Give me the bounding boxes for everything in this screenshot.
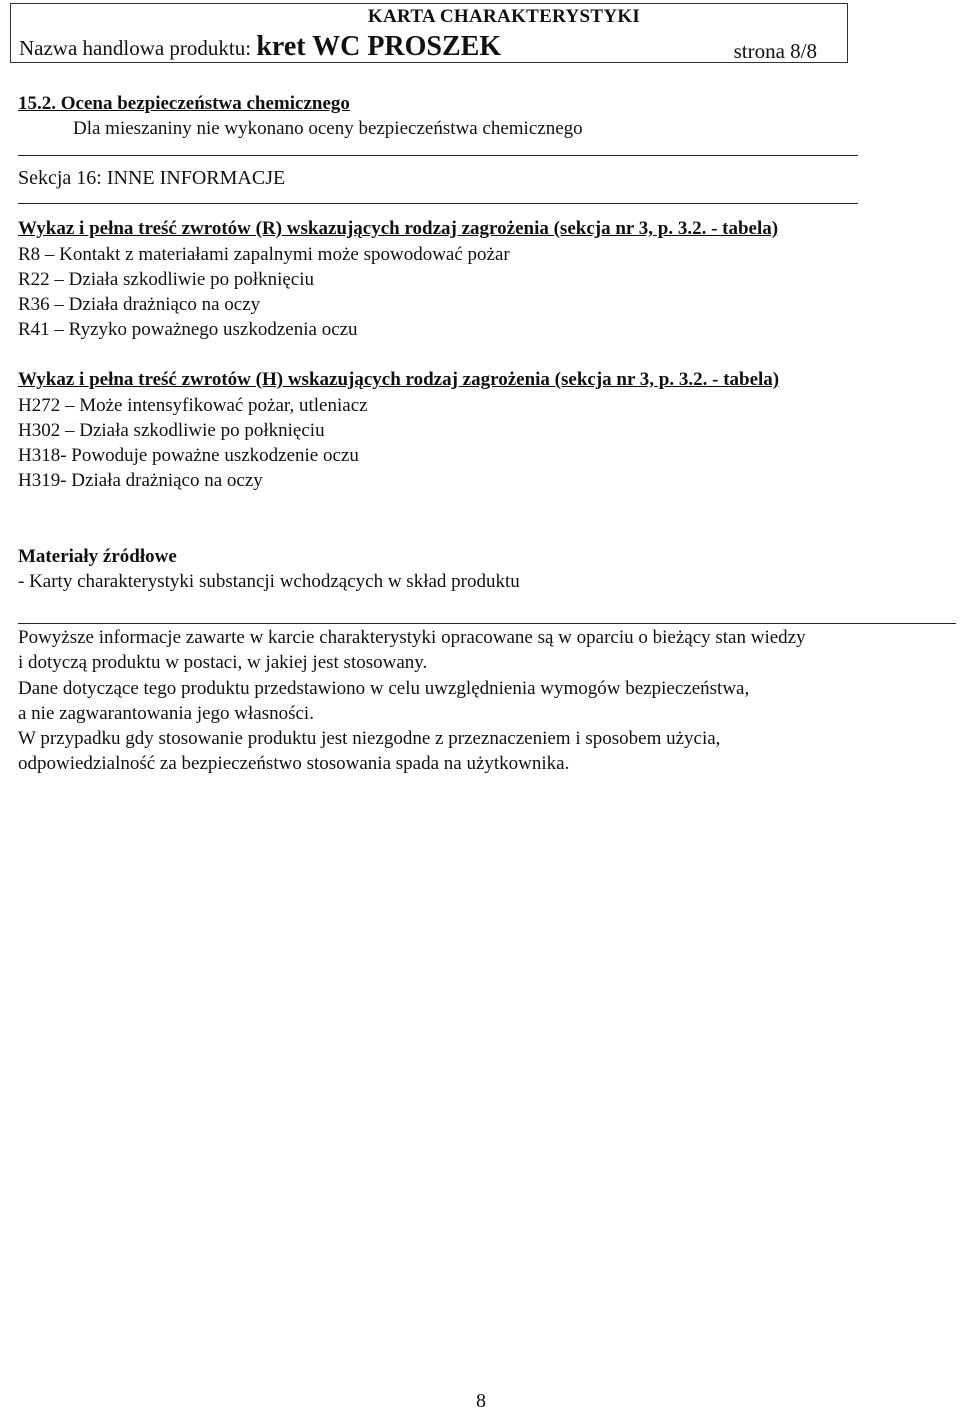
section-16-heading: Sekcja 16: INNE INFORMACJE <box>18 167 286 189</box>
product-name: kret WC PROSZEK <box>256 31 502 62</box>
disclaimer-line: i dotyczą produktu w postaci, w jakiej jest stosowany. <box>18 652 428 674</box>
r-phrase-item: R41 – Ryzyko poważnego uszkodzenia oczu <box>18 319 358 340</box>
page-number: 8 <box>476 1390 486 1412</box>
disclaimer-line: Powyższe informacje zawarte w karcie charakterystyki opracowane są w oparciu o bieżący stan wiedzy <box>18 627 806 648</box>
disclaimer-line: W przypadku gdy stosowanie produktu jest niezgodne z przeznaczeniem i sposobem użycia, <box>18 728 721 750</box>
document-title: KARTA CHARAKTERYSTYKI <box>367 6 641 27</box>
h-phrase-item: H302 – Działa szkodliwie po połknięciu <box>18 420 325 441</box>
disclaimer-paragraph <box>18 625 948 777</box>
r-phrase-item: R8 – Kontakt z materiałami zapalnymi może spowodować pożar <box>18 244 510 265</box>
h-phrase-item: H319- Działa drażniąco na oczy <box>18 470 263 491</box>
r-phrase-item: R36 – Działa drażniąco na oczy <box>18 294 261 315</box>
section-15-2-heading: 15.2. Ocena bezpieczeństwa chemicznego <box>18 93 350 114</box>
h-phrase-item: H318- Powoduje poważne uszkodzenie oczu <box>18 445 359 466</box>
h-phrases-heading: Wykaz i pełna treść zwrotów (H) wskazujących rodzaj zagrożenia (sekcja nr 3, p. 3.2. - tabela) <box>18 369 780 390</box>
r-phrases-heading: Wykaz i pełna treść zwrotów (R) wskazujących rodzaj zagrożenia (sekcja nr 3, p. 3.2. - tabela) <box>18 218 779 239</box>
disclaimer-line: a nie zagwarantowania jego własności. <box>18 702 314 724</box>
product-name-line <box>19 31 501 63</box>
divider <box>18 155 858 156</box>
r-phrase-item: R22 – Działa szkodliwie po połknięciu <box>18 269 315 290</box>
product-label: Nazwa handlowa produktu: <box>19 36 252 60</box>
divider <box>18 203 858 204</box>
section-15-2-text: Dla mieszaniny nie wykonano oceny bezpieczeństwa chemicznego <box>73 118 583 139</box>
disclaimer-line: Dane dotyczące tego produktu przedstawiono w celu uwzględnienia wymogów bezpieczeństwa, <box>18 677 750 699</box>
h-phrase-item: H272 – Może intensyfikować pożar, utleniacz <box>18 395 368 416</box>
sources-heading: Materiały źródłowe <box>18 546 177 567</box>
document-header <box>10 3 848 63</box>
disclaimer-line: odpowiedzialność za bezpieczeństwo stosowania spada na użytkownika. <box>18 753 570 775</box>
sources-item: - Karty charakterystyki substancji wchodzących w skład produktu <box>18 571 520 592</box>
divider <box>18 623 956 624</box>
page-indicator: strona 8/8 <box>733 39 817 63</box>
